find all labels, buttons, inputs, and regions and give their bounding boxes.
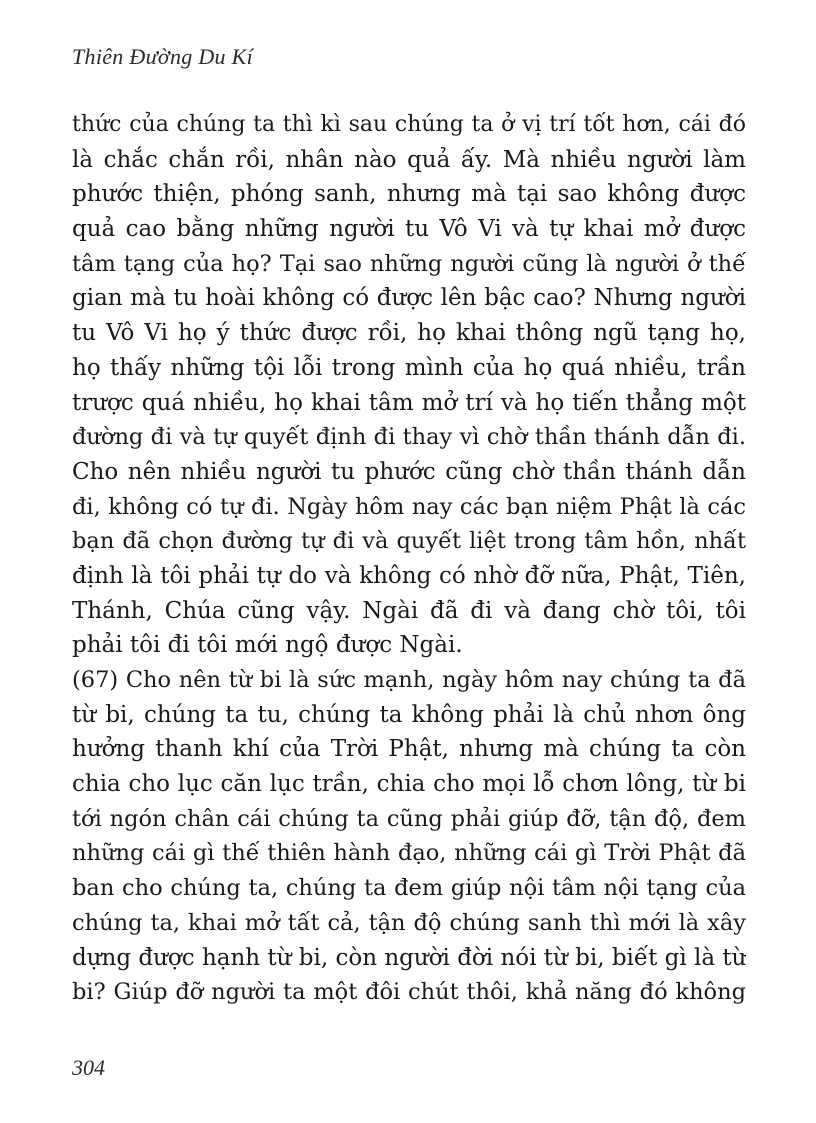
text-line: hưởng thanh khí của Trời Phật, nhưng mà chúng ta còn [72, 736, 746, 763]
text-line: tu Vô Vi họ ý thức được rồi, họ khai thông ngũ tạng họ, [72, 320, 746, 347]
text-line: Cho nên nhiều người tu phước cũng chờ thần thánh dẫn [72, 458, 746, 485]
running-header: Thiên Đường Du Kí [72, 44, 254, 69]
text-line: là chắc chắn rồi, nhân nào quả ấy. Mà nhiều người làm [72, 146, 746, 173]
text-line: phải tôi đi tôi mới ngộ được Ngài. [72, 632, 463, 659]
text-line: định là tôi phải tự do và không có nhờ đỡ nữa, Phật, Tiên, [72, 562, 746, 589]
text-line: tâm tạng của họ? Tại sao những người cũng là người ở thế [72, 250, 746, 277]
text-line: dựng được hạnh từ bi, còn người đời nói từ bi, biết gì là từ [72, 944, 746, 971]
text-line: Thánh, Chúa cũng vậy. Ngài đã đi và đang chờ tôi, tôi [72, 597, 746, 624]
text-line: thức của chúng ta thì kì sau chúng ta ở vị trí tốt hơn, cái đó [72, 112, 746, 137]
text-line: bi? Giúp đỡ người ta một đôi chút thôi, khả năng đó không [72, 979, 746, 1006]
text-line: trược quá nhiều, họ khai tâm mở trí và họ tiến thẳng một [72, 389, 746, 416]
text-line: đường đi và tự quyết định đi thay vì chờ thần thánh dẫn đi. [72, 424, 746, 451]
page-number: 304 [72, 1055, 105, 1080]
text-line: tới ngón chân cái chúng ta cũng phải giúp đỡ, tận độ, đem [72, 805, 746, 832]
text-line: từ bi, chúng ta tu, chúng ta không phải là chủ nhơn ông [72, 701, 746, 728]
text-line: phước thiện, phóng sanh, nhưng mà tại sao không được [72, 181, 746, 208]
text-line: đi, không có tự đi. Ngày hôm nay các bạn niệm Phật là các [72, 493, 746, 520]
text-line: bạn đã chọn đường tự đi và quyết liệt trong tâm hồn, nhất [72, 528, 746, 555]
text-line: ban cho chúng ta, chúng ta đem giúp nội tâm nội tạng của [72, 875, 746, 902]
body-text [72, 108, 746, 1010]
text-line: những cái gì thế thiên hành đạo, những cái gì Trời Phật đã [72, 840, 746, 867]
text-line: chúng ta, khai mở tất cả, tận độ chúng sanh thì mới là xây [72, 909, 746, 936]
text-line: chia cho lục căn lục trần, chia cho mọi lỗ chơn lông, từ bi [72, 771, 746, 798]
text-line: họ thấy những tội lỗi trong mình của họ quá nhiều, trần [72, 354, 746, 381]
text-line: quả cao bằng những người tu Vô Vi và tự khai mở được [72, 216, 746, 243]
paragraph-start-line: (67) Cho nên từ bi là sức mạnh, ngày hôm nay chúng ta đã [72, 667, 746, 693]
text-line: gian mà tu hoài không có được lên bậc cao? Nhưng người [72, 285, 746, 312]
